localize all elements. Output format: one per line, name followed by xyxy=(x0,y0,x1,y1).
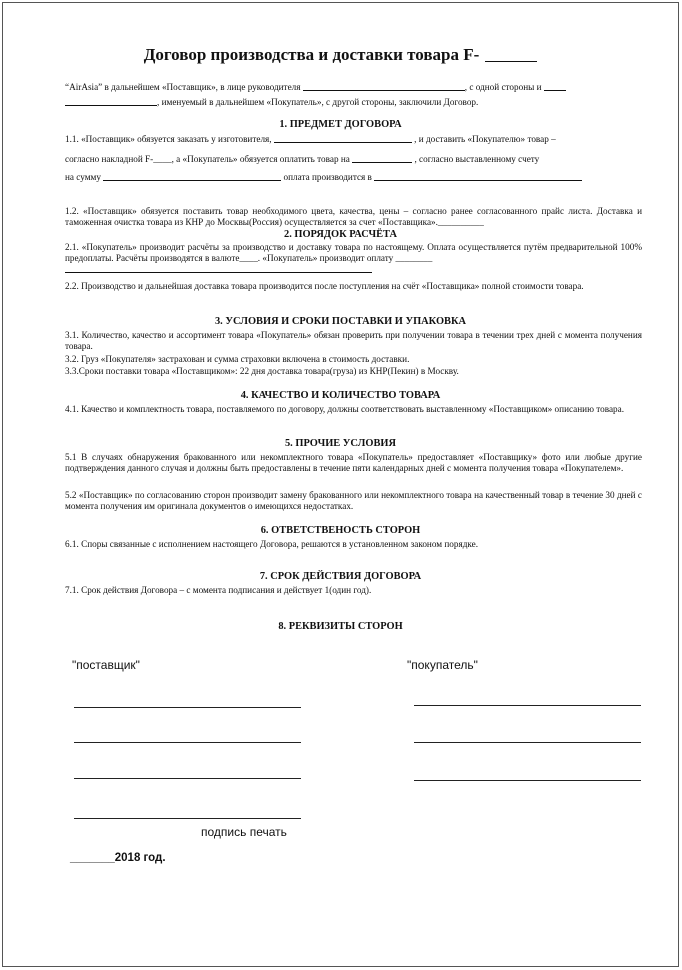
section-3-para-1: 3.1. Количество, качество и ассортимент товара «Покупатель» обязан проверить при получении товара в течении трех дней с момента получения товара. xyxy=(65,330,642,351)
s1-text-e: на сумму xyxy=(65,172,101,182)
section-2-para-1: 2.1. «Покупатель» производит расчёты за производство и доставку товара по настоящему. Оплата осуществляется путём предварительной 100% предоплаты. Расчёты производятся в валюте____. «Покупатель» производит оплату ________ xyxy=(65,242,642,263)
buyer-line-2[interactable] xyxy=(414,742,641,743)
section-5-para-2: 5.2 «Поставщик» по согласованию сторон производит замену бракованного или некомплектного товара на качественный товар в течение 30 дней с момента получения им оригинала документов о имеющихся недостатках. xyxy=(65,490,642,511)
section-1-para-2: 1.2. «Поставщик» обязуется поставить товар необходимого цвета, качества, цены – согласно ранее согласованного прайс листа. Доставка и таможенная очистка товара из КНР до Москвы(Россия) осуществляется за счет «Поставщика».__________ xyxy=(65,206,642,227)
s1-text-f: оплата производится в xyxy=(283,172,372,182)
payment-amount-blank[interactable] xyxy=(352,153,412,163)
contract-date: _______2018 год. xyxy=(70,852,166,864)
title-number-blank[interactable] xyxy=(485,47,537,62)
buyer-name-blank-1[interactable] xyxy=(544,81,566,91)
section-2-para-2: 2.2. Производство и дальнейшая доставка товара производится после поступления на счёт «Поставщика» полной стоимости товара. xyxy=(65,281,584,291)
signature-stamp-label: подпись печать xyxy=(201,825,287,839)
supplier-line-3[interactable] xyxy=(74,778,301,779)
supplier-line-1[interactable] xyxy=(74,707,301,708)
section-2-heading: 2. ПОРЯДОК РАСЧЁТА xyxy=(284,229,397,240)
section-1-line-3 xyxy=(65,171,642,183)
section-1-line-1 xyxy=(65,133,642,145)
section-2-blank-line[interactable] xyxy=(65,272,372,273)
s1-text-b: , и доставить «Покупателю» товар – xyxy=(414,134,556,144)
intro-text-b: , с одной стороны и xyxy=(464,82,542,92)
section-7-heading: 7. СРОК ДЕЙСТВИЯ ДОГОВОРА xyxy=(259,571,422,582)
section-5-para-1: 5.1 В случаях обнаружения бракованного или некомплектного товара «Покупатель» предоставляет «Поставщику» фото или любые другие подтверждения данного случая и должны быть предоставлены в течение пяти календарных дней с момента получения товара «Покупателем». xyxy=(65,452,642,473)
s1-text-d: , согласно выставленному счету xyxy=(414,154,540,164)
section-3-heading: 3. УСЛОВИЯ И СРОКИ ПОСТАВКИ И УПАКОВКА xyxy=(214,316,467,327)
buyer-line-1[interactable] xyxy=(414,705,641,706)
section-1-line-2 xyxy=(65,153,642,165)
intro-line-1 xyxy=(65,81,642,93)
s1-text-c: согласно накладной F-____, а «Покупатель» обязуется оплатить товар на xyxy=(65,154,350,164)
section-1-heading: 1. ПРЕДМЕТ ДОГОВОРА xyxy=(279,119,402,130)
section-7-para-1: 7.1. Срок действия Договора – с момента подписания и действует 1(один год). xyxy=(65,585,372,595)
section-6-heading: 6. ОТВЕТСТВЕНОСТЬ СТОРОН xyxy=(260,525,421,536)
intro-line-2 xyxy=(65,96,642,108)
supplier-signature-line[interactable] xyxy=(74,818,301,819)
section-6-para-1: 6.1. Споры связанные с исполнением настоящего Договора, решаются в установленном законом порядке. xyxy=(65,539,478,549)
supplier-line-2[interactable] xyxy=(74,742,301,743)
payment-place-blank[interactable] xyxy=(374,171,582,181)
section-3-para-3: 3.3.Сроки поставки товара «Поставщиком»: 22 дня доставка товара(груза) из КНР(Пекин) в Москву. xyxy=(65,366,459,376)
s1-text-a: 1.1. «Поставщик» обязуется заказать у изготовителя, xyxy=(65,134,272,144)
document-title-text: Договор производства и доставки товара F- xyxy=(143,45,480,64)
intro-text-a: “AirAsia” в дальнейшем «Поставщик», в лице руководителя xyxy=(65,82,301,92)
buyer-label: "покупатель" xyxy=(407,658,478,672)
sum-blank[interactable] xyxy=(103,171,281,181)
manufacturer-blank[interactable] xyxy=(274,133,412,143)
buyer-name-blank-2[interactable] xyxy=(65,96,157,106)
document-title xyxy=(3,45,678,65)
contract-page xyxy=(2,2,679,967)
section-5-heading: 5. ПРОЧИЕ УСЛОВИЯ xyxy=(284,438,397,449)
director-name-blank[interactable] xyxy=(303,81,465,91)
intro-text-c: , именуемый в дальнейшем «Покупатель», с другой стороны, заключили Договор. xyxy=(157,97,479,107)
supplier-label: "поставщик" xyxy=(72,658,140,672)
section-8-heading: 8. РЕКВИЗИТЫ СТОРОН xyxy=(278,621,403,632)
section-4-para-1: 4.1. Качество и комплектность товара, поставляемого по договору, должны соответствовать выставленному «Поставщиком» описанию товара. xyxy=(65,404,624,414)
buyer-line-3[interactable] xyxy=(414,780,641,781)
section-4-heading: 4. КАЧЕСТВО И КОЛИЧЕСТВО ТОВАРА xyxy=(240,390,441,401)
section-3-para-2: 3.2. Груз «Покупателя» застрахован и сумма страховки включена в стоимость доставки. xyxy=(65,354,410,364)
